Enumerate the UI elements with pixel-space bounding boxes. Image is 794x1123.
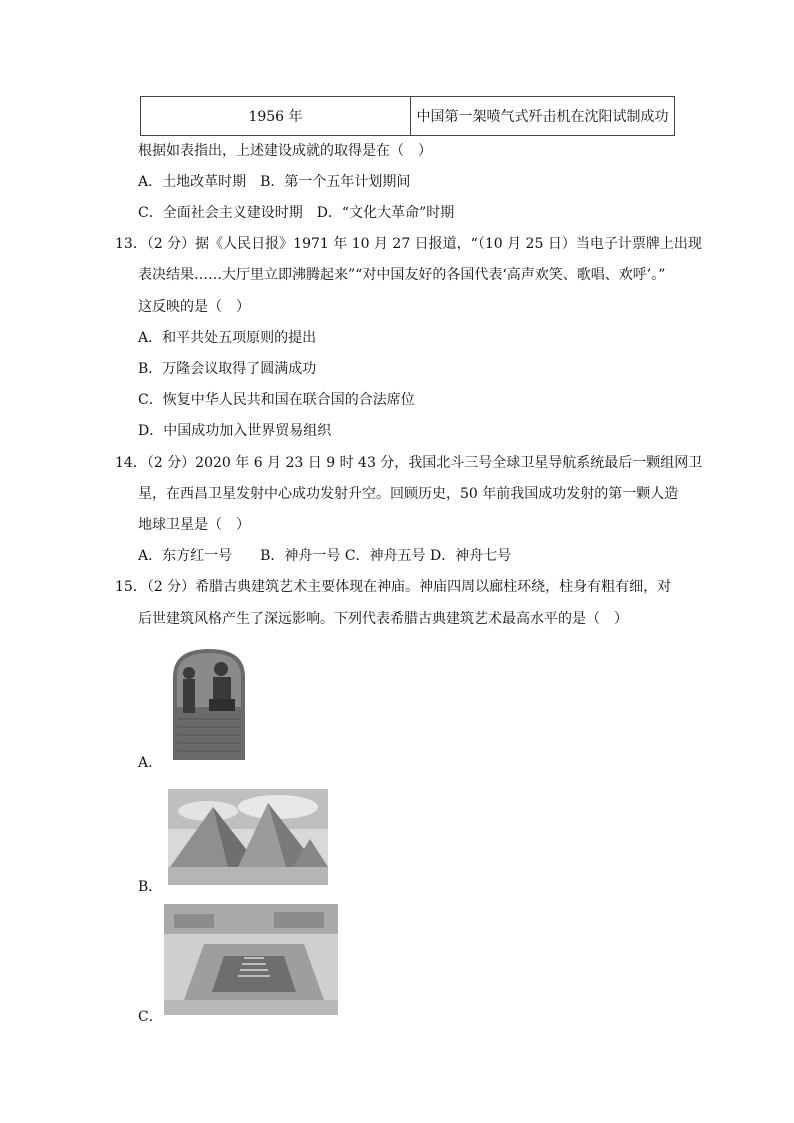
option-c-ruins-image (164, 904, 338, 1015)
table-row (141, 97, 675, 136)
q13-stem-line3: 这反映的是（ ） (138, 299, 250, 315)
q13-option-a: A．和平共处五项原则的提出 (138, 330, 317, 346)
q15-option-a-label: A． (138, 755, 163, 771)
q12-stem: 根据如表指出，上述建设成就的取得是在（ ） (138, 143, 432, 159)
q13-option-b: B．万隆会议取得了圆满成功 (138, 361, 317, 377)
q13-stem-line2: 表决结果……大厅里立即沸腾起来”“对中国友好的各国代表‘高声欢笑、歌唱、欢呼’。” (138, 267, 666, 283)
q14-stem-line3: 地球卫星是（ ） (138, 517, 250, 533)
q13-option-d: D．中国成功加入世界贸易组织 (138, 423, 332, 439)
q13-option-c: C．恢复中华人民共和国在联合国的合法席位 (138, 392, 415, 408)
q15-stem-line2: 后世建筑风格产生了深远影响。下列代表希腊古典建筑艺术最高水平的是（ ） (138, 611, 628, 627)
q15-option-c-label: C． (138, 1009, 163, 1025)
q14-stem-line1: 14．（2 分）2020 年 6 月 23 日 9 时 43 分，我国北斗三号全球卫星导航系统最后一颗组网卫 (115, 455, 703, 471)
option-b-pyramids-image (168, 789, 328, 885)
q12-options-ab: A．土地改革时期 B．第一个五年计划期间 (138, 174, 411, 190)
q12-options-cd: C．全面社会主义建设时期 D．“文化大革命”时期 (138, 205, 455, 221)
q13-stem-line1: 13．（2 分）据《人民日报》1971 年 10 月 27 日报道，“（10 月 25 日）当电子计票牌上出现 (115, 236, 702, 252)
option-a-stele-image (169, 647, 249, 760)
achievement-table (140, 96, 675, 136)
q14-options: A．东方红一号 B．神舟一号 C．神舟五号 D．神舟七号 (138, 548, 512, 564)
table-cell-event: 中国第一架喷气式歼击机在沈阳试制成功 (411, 97, 675, 136)
q15-option-b-label: B． (138, 879, 163, 895)
table-cell-year: 1956 年 (141, 97, 411, 136)
q14-stem-line2: 星，在西昌卫星发射中心成功发射升空。回顾历史，50 年前我国成功发射的第一颗人造 (138, 486, 679, 502)
q15-stem-line1: 15．（2 分）希腊古典建筑艺术主要体现在神庙。神庙四周以廊柱环绕，柱身有粗有细，对 (115, 579, 672, 595)
